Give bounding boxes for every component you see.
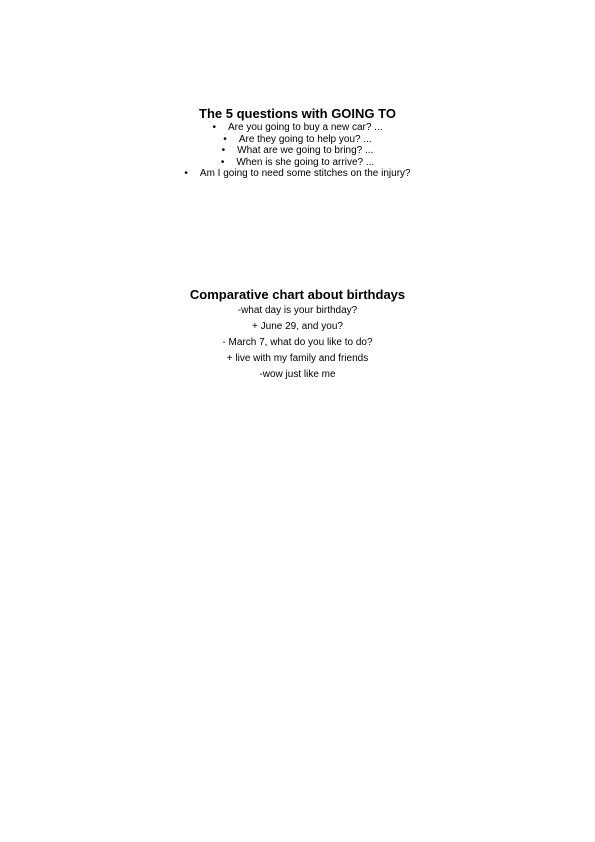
bullet-icon: • [223, 133, 227, 145]
dialogue-line: + live with my family and friends [226, 353, 369, 364]
bullet-icon: • [184, 168, 188, 179]
going-to-question-list [0, 122, 595, 180]
bullet-icon: • [212, 122, 216, 133]
dialogue-line: -wow just like me [259, 369, 336, 380]
dialogue-line: + June 29, and you? [252, 321, 343, 332]
going-to-section [0, 105, 595, 180]
bullet-icon: • [221, 145, 226, 156]
birthday-heading: Comparative chart about birthdays [189, 287, 406, 302]
list-item [0, 157, 595, 169]
list-item [0, 134, 595, 146]
dialogue-line: - March 7, what do you like to do? [222, 337, 373, 348]
dialogue-line: -what day is your birthday? [237, 305, 358, 316]
going-to-heading: The 5 questions with GOING TO [199, 106, 396, 121]
question-text: Are you going to buy a new car? ... [227, 122, 383, 133]
list-item [0, 168, 595, 180]
question-text: When is she going to arrive? ... [236, 156, 375, 168]
question-text: Am I going to need some stitches on the injury? [199, 168, 411, 179]
birthday-dialogue [0, 303, 595, 383]
list-item [0, 122, 595, 134]
birthday-section [0, 286, 595, 383]
list-item [0, 145, 595, 157]
question-text: What are we going to bring? ... [237, 145, 374, 156]
question-text: Are they going to help you? ... [238, 133, 372, 145]
bullet-icon: • [220, 156, 225, 168]
